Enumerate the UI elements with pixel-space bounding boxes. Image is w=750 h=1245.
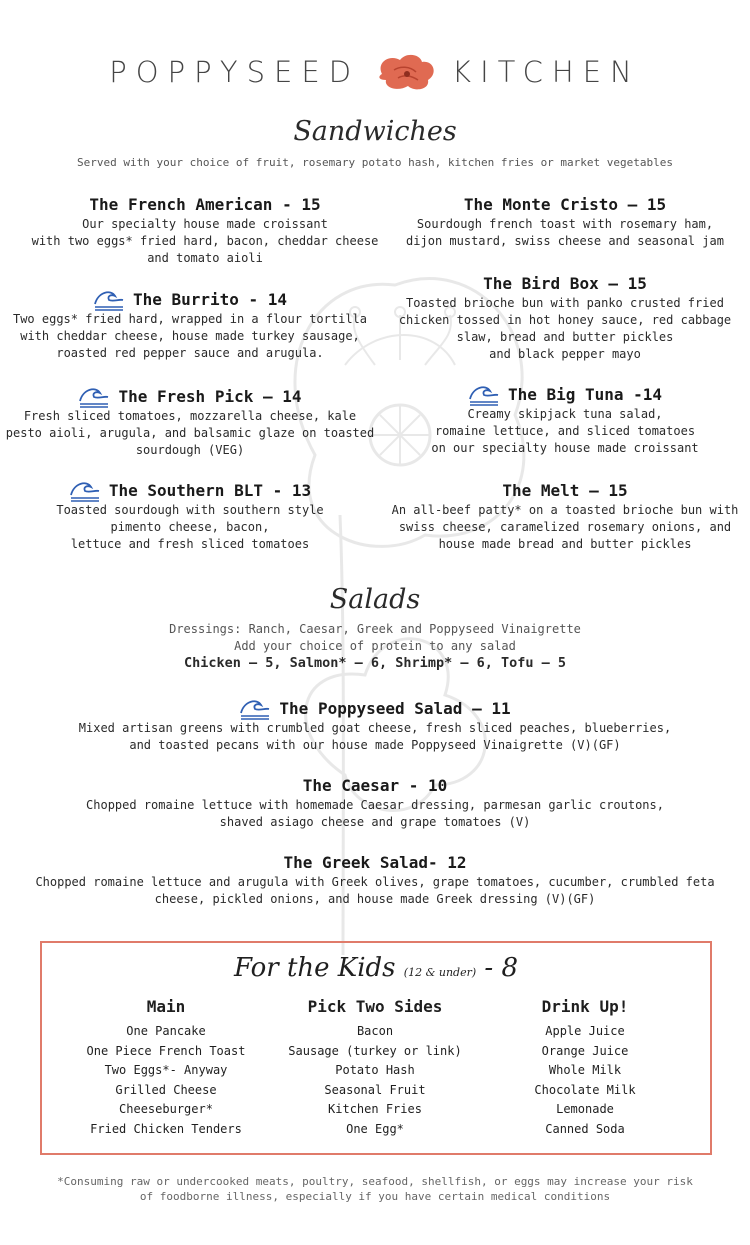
item-name: The Fresh Pick — 14 <box>118 386 302 406</box>
list-item: Canned Soda <box>545 1121 625 1136</box>
list-item: Two Eggs*- Anyway <box>104 1063 228 1077</box>
item-description: Creamy skipjack tuna salad, romaine lettuce, and sliced tomatoes on our specialty house made croissant <box>431 407 699 455</box>
item-name: The Big Tuna -14 <box>507 384 663 404</box>
kids-column-main <box>66 997 266 1139</box>
sandwiches-subtitle: Served with your choice of fruit, rosemary potato hash, kitchen fries or market vegetables <box>76 156 674 169</box>
menu-item <box>365 479 750 553</box>
salads-title: Salads <box>329 584 421 615</box>
item-name: The Monte Cristo — 15 <box>463 194 667 214</box>
footnote <box>0 1174 750 1204</box>
item-description: Our specialty house made croissant with two eggs* fried hard, bacon, cheddar cheese and tomato aioli <box>31 217 379 265</box>
menu-item <box>5 193 405 267</box>
menu-item <box>0 851 750 908</box>
list-item: Chocolate Milk <box>534 1082 636 1097</box>
kids-menu-box <box>40 941 712 1155</box>
list-item: Potato Hash <box>335 1063 415 1077</box>
brand-right-word: KITCHEN <box>452 55 641 89</box>
list-item: Orange Juice <box>541 1043 629 1058</box>
wave-icon <box>239 696 271 720</box>
item-description: Toasted brioche bun with panko crusted fried chicken tossed in hot honey sauce, red cabbage slaw, bread and butter pickles and black pepper mayo <box>398 296 732 361</box>
list-item: Apple Juice <box>545 1024 625 1038</box>
kids-title-text: For the Kids <box>233 953 396 983</box>
poppy-flower-icon <box>374 52 438 92</box>
item-name: The Melt — 15 <box>502 480 628 500</box>
menu-item <box>0 479 380 553</box>
item-name: The Poppyseed Salad — 11 <box>279 698 511 718</box>
column-title: Drink Up! <box>541 997 629 1016</box>
item-description: An all-beef patty* on a toasted brioche bun with swiss cheese, caramelized rosemary onions, and house made bread and butter pickles <box>391 503 739 551</box>
list-item: Grilled Cheese <box>115 1082 217 1097</box>
item-description: Chopped romaine lettuce and arugula with Greek olives, grape tomatoes, cucumber, crumbled feta cheese, pickled onions, and house made Greek dressing (V)(GF) <box>35 875 715 906</box>
list-item: Seasonal Fruit <box>324 1082 426 1097</box>
item-name: The French American - 15 <box>89 194 321 214</box>
kids-price: - 8 <box>484 953 518 983</box>
list-item: One Piece French Toast <box>86 1043 246 1058</box>
item-name: The Southern BLT - 13 <box>108 480 312 500</box>
item-name: The Greek Salad- 12 <box>283 852 467 872</box>
list-item: Sausage (turkey or link) <box>288 1043 462 1058</box>
wave-icon <box>69 478 101 502</box>
header <box>0 52 750 96</box>
menu-item <box>365 272 750 363</box>
kids-column-sides <box>275 997 475 1139</box>
list-item: Kitchen Fries <box>328 1102 422 1116</box>
item-description: Two eggs* fried hard, wrapped in a flour tortilla with cheddar cheese, house made turkey sausage, roasted red pepper sauce and arugula. <box>12 312 367 360</box>
list-item: One Pancake <box>126 1024 206 1038</box>
item-name: The Burrito - 14 <box>132 289 288 309</box>
column-title: Pick Two Sides <box>307 997 443 1016</box>
wave-icon <box>93 287 125 311</box>
sandwiches-title: Sandwiches <box>293 116 457 147</box>
protein-prices: Chicken — 5, Salmon* — 6, Shrimp* — 6, Tofu — 5 <box>183 655 566 671</box>
list-item: One Egg* <box>346 1121 404 1136</box>
list-item: Cheeseburger* <box>119 1102 213 1116</box>
item-name: The Caesar - 10 <box>302 775 448 795</box>
menu-item <box>365 193 750 250</box>
list-item: Lemonade <box>556 1102 614 1116</box>
brand-left-word: POPPYSEED <box>109 55 361 89</box>
list-item: Bacon <box>356 1024 394 1038</box>
item-description: Chopped romaine lettuce with homemade Caesar dressing, parmesan garlic croutons, shaved asiago cheese and grape tomatoes (V) <box>86 798 664 829</box>
item-description: Toasted sourdough with southern style pimento cheese, bacon, lettuce and fresh sliced tomatoes <box>56 503 324 551</box>
item-description: Mixed artisan greens with crumbled goat cheese, fresh sliced peaches, blueberries, and toasted pecans with our house made Poppyseed Vinaigrette (V)(GF) <box>78 721 672 752</box>
item-name: The Bird Box — 15 <box>483 273 647 293</box>
list-item: Whole Milk <box>548 1063 622 1077</box>
menu-item <box>0 774 750 831</box>
menu-item <box>365 383 750 457</box>
menu-item <box>0 697 750 754</box>
footnote-line: of foodborne illness, especially if you have certain medical conditions <box>139 1190 611 1203</box>
kids-column-drinks <box>485 997 685 1139</box>
wave-icon <box>468 382 500 406</box>
column-title: Main <box>146 997 186 1016</box>
kids-title <box>42 953 710 983</box>
list-item: Fried Chicken Tenders <box>90 1121 242 1136</box>
dressings-text: Dressings: Ranch, Caesar, Greek and Poppyseed Vinaigrette <box>169 622 581 636</box>
menu-item <box>0 288 380 362</box>
brand <box>109 52 640 92</box>
protein-note: Add your choice of protein to any salad <box>234 639 516 653</box>
menu-item <box>0 385 380 459</box>
kids-age-note: (12 & under) <box>403 966 477 979</box>
item-description: Sourdough french toast with rosemary ham, dijon mustard, swiss cheese and seasonal jam <box>406 217 724 248</box>
wave-icon <box>78 384 110 408</box>
footnote-line: *Consuming raw or undercooked meats, poultry, seafood, shellfish, or eggs may increase your risk <box>57 1175 693 1188</box>
item-description: Fresh sliced tomatoes, mozzarella cheese, kale pesto aioli, arugula, and balsamic glaze on toasted sourdough (VEG) <box>5 409 375 457</box>
